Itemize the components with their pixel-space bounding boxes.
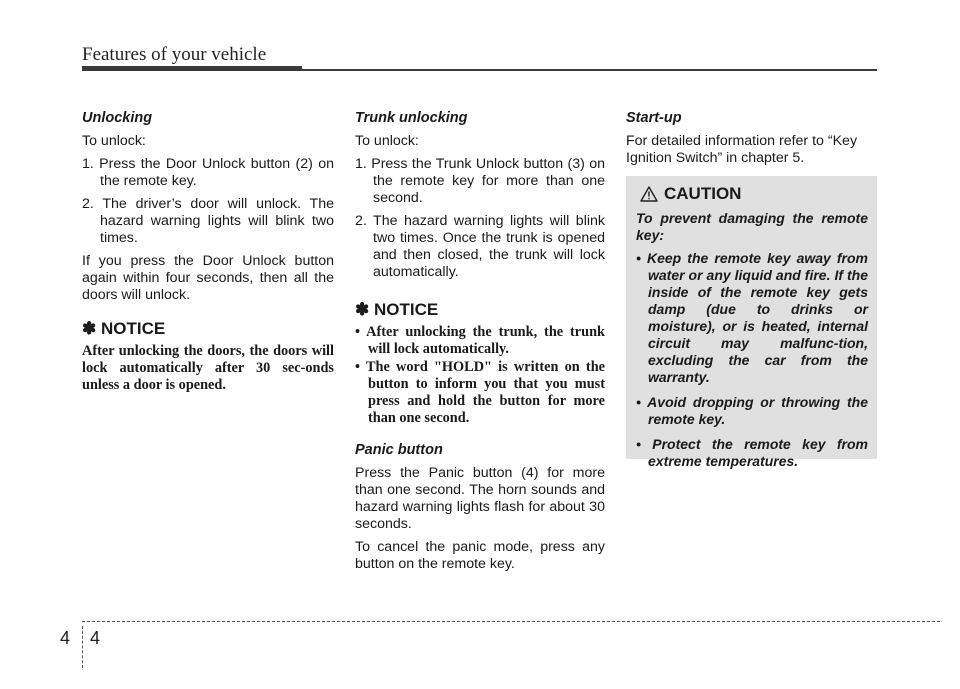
header-rule-thin <box>300 69 877 71</box>
unlocking-heading: Unlocking <box>82 110 153 126</box>
panic-paragraph-1: Press the Panic button (4) for more than one second. The horn sounds and hazard warning lights flash for about 30 seconds. <box>355 465 605 532</box>
caution-bullet-2: • Avoid dropping or throwing the remote key. <box>636 394 868 427</box>
column-2 <box>355 110 605 579</box>
trunk-to-unlock-text: To unlock: <box>355 133 419 149</box>
footer-rule <box>82 621 940 622</box>
caution-bullet-1: • Keep the remote key away from water or any liquid and fire. If the inside of the remote key gets damp (due to drinks or moisture), or is heated, internal circuit may malfunc-tion, excluding the car from the warranty. <box>636 250 868 385</box>
column-1 <box>82 110 334 394</box>
caution-lead: To prevent damaging the remote key: <box>636 210 868 243</box>
trunk-step-2: 2. The hazard warning lights will blink two times. Once the trunk is opened and then closed, the trunk will lock automatically. <box>355 213 605 280</box>
header-rule-thick <box>82 66 302 71</box>
startup-paragraph: For detailed information refer to “Key Ignition Switch” in chapter 5. <box>626 133 858 166</box>
caution-title: CAUTION <box>664 184 742 203</box>
trunk-notice-bullet-1: • After unlocking the trunk, the trunk will lock automatically. <box>355 324 605 357</box>
panic-button-heading: Panic button <box>355 442 443 458</box>
page-section-number: 4 <box>60 628 71 648</box>
notice-text: After unlocking the doors, the doors will lock automatically after 30 sec-onds unless a door is opened. <box>82 343 334 393</box>
caution-bullet-3: • Protect the remote key from extreme temperatures. <box>636 436 868 469</box>
trunk-step-1: 1. Press the Trunk Unlock button (3) on the remote key for more than one second. <box>355 156 605 206</box>
column-3 <box>626 110 878 173</box>
unlock-paragraph: If you press the Door Unlock button again within four seconds, then all the doors will unlock. <box>82 253 334 303</box>
caution-content <box>636 210 868 478</box>
trunk-unlocking-heading: Trunk unlocking <box>355 110 468 126</box>
page-number: 4 <box>90 628 101 648</box>
caution-header <box>640 184 741 204</box>
unlock-step-1: 1. Press the Door Unlock button (2) on the remote key. <box>82 156 334 189</box>
footer-divider <box>82 626 83 668</box>
notice-heading: ✽ NOTICE <box>82 319 166 338</box>
caution-box <box>626 176 877 469</box>
startup-heading: Start-up <box>626 110 682 126</box>
page-header-title: Features of your vehicle <box>82 44 267 65</box>
trunk-notice-bullet-2: • The word "HOLD" is written on the button to inform you that you must press and hold the button for more than one second. <box>355 359 605 426</box>
to-unlock-text: To unlock: <box>82 133 146 149</box>
panic-paragraph-2: To cancel the panic mode, press any button on the remote key. <box>355 539 605 572</box>
warning-triangle-icon <box>640 186 658 202</box>
unlock-step-2: 2. The driver’s door will unlock. The hazard warning lights will blink two times. <box>82 196 334 246</box>
trunk-notice-heading: ✽ NOTICE <box>355 300 439 319</box>
